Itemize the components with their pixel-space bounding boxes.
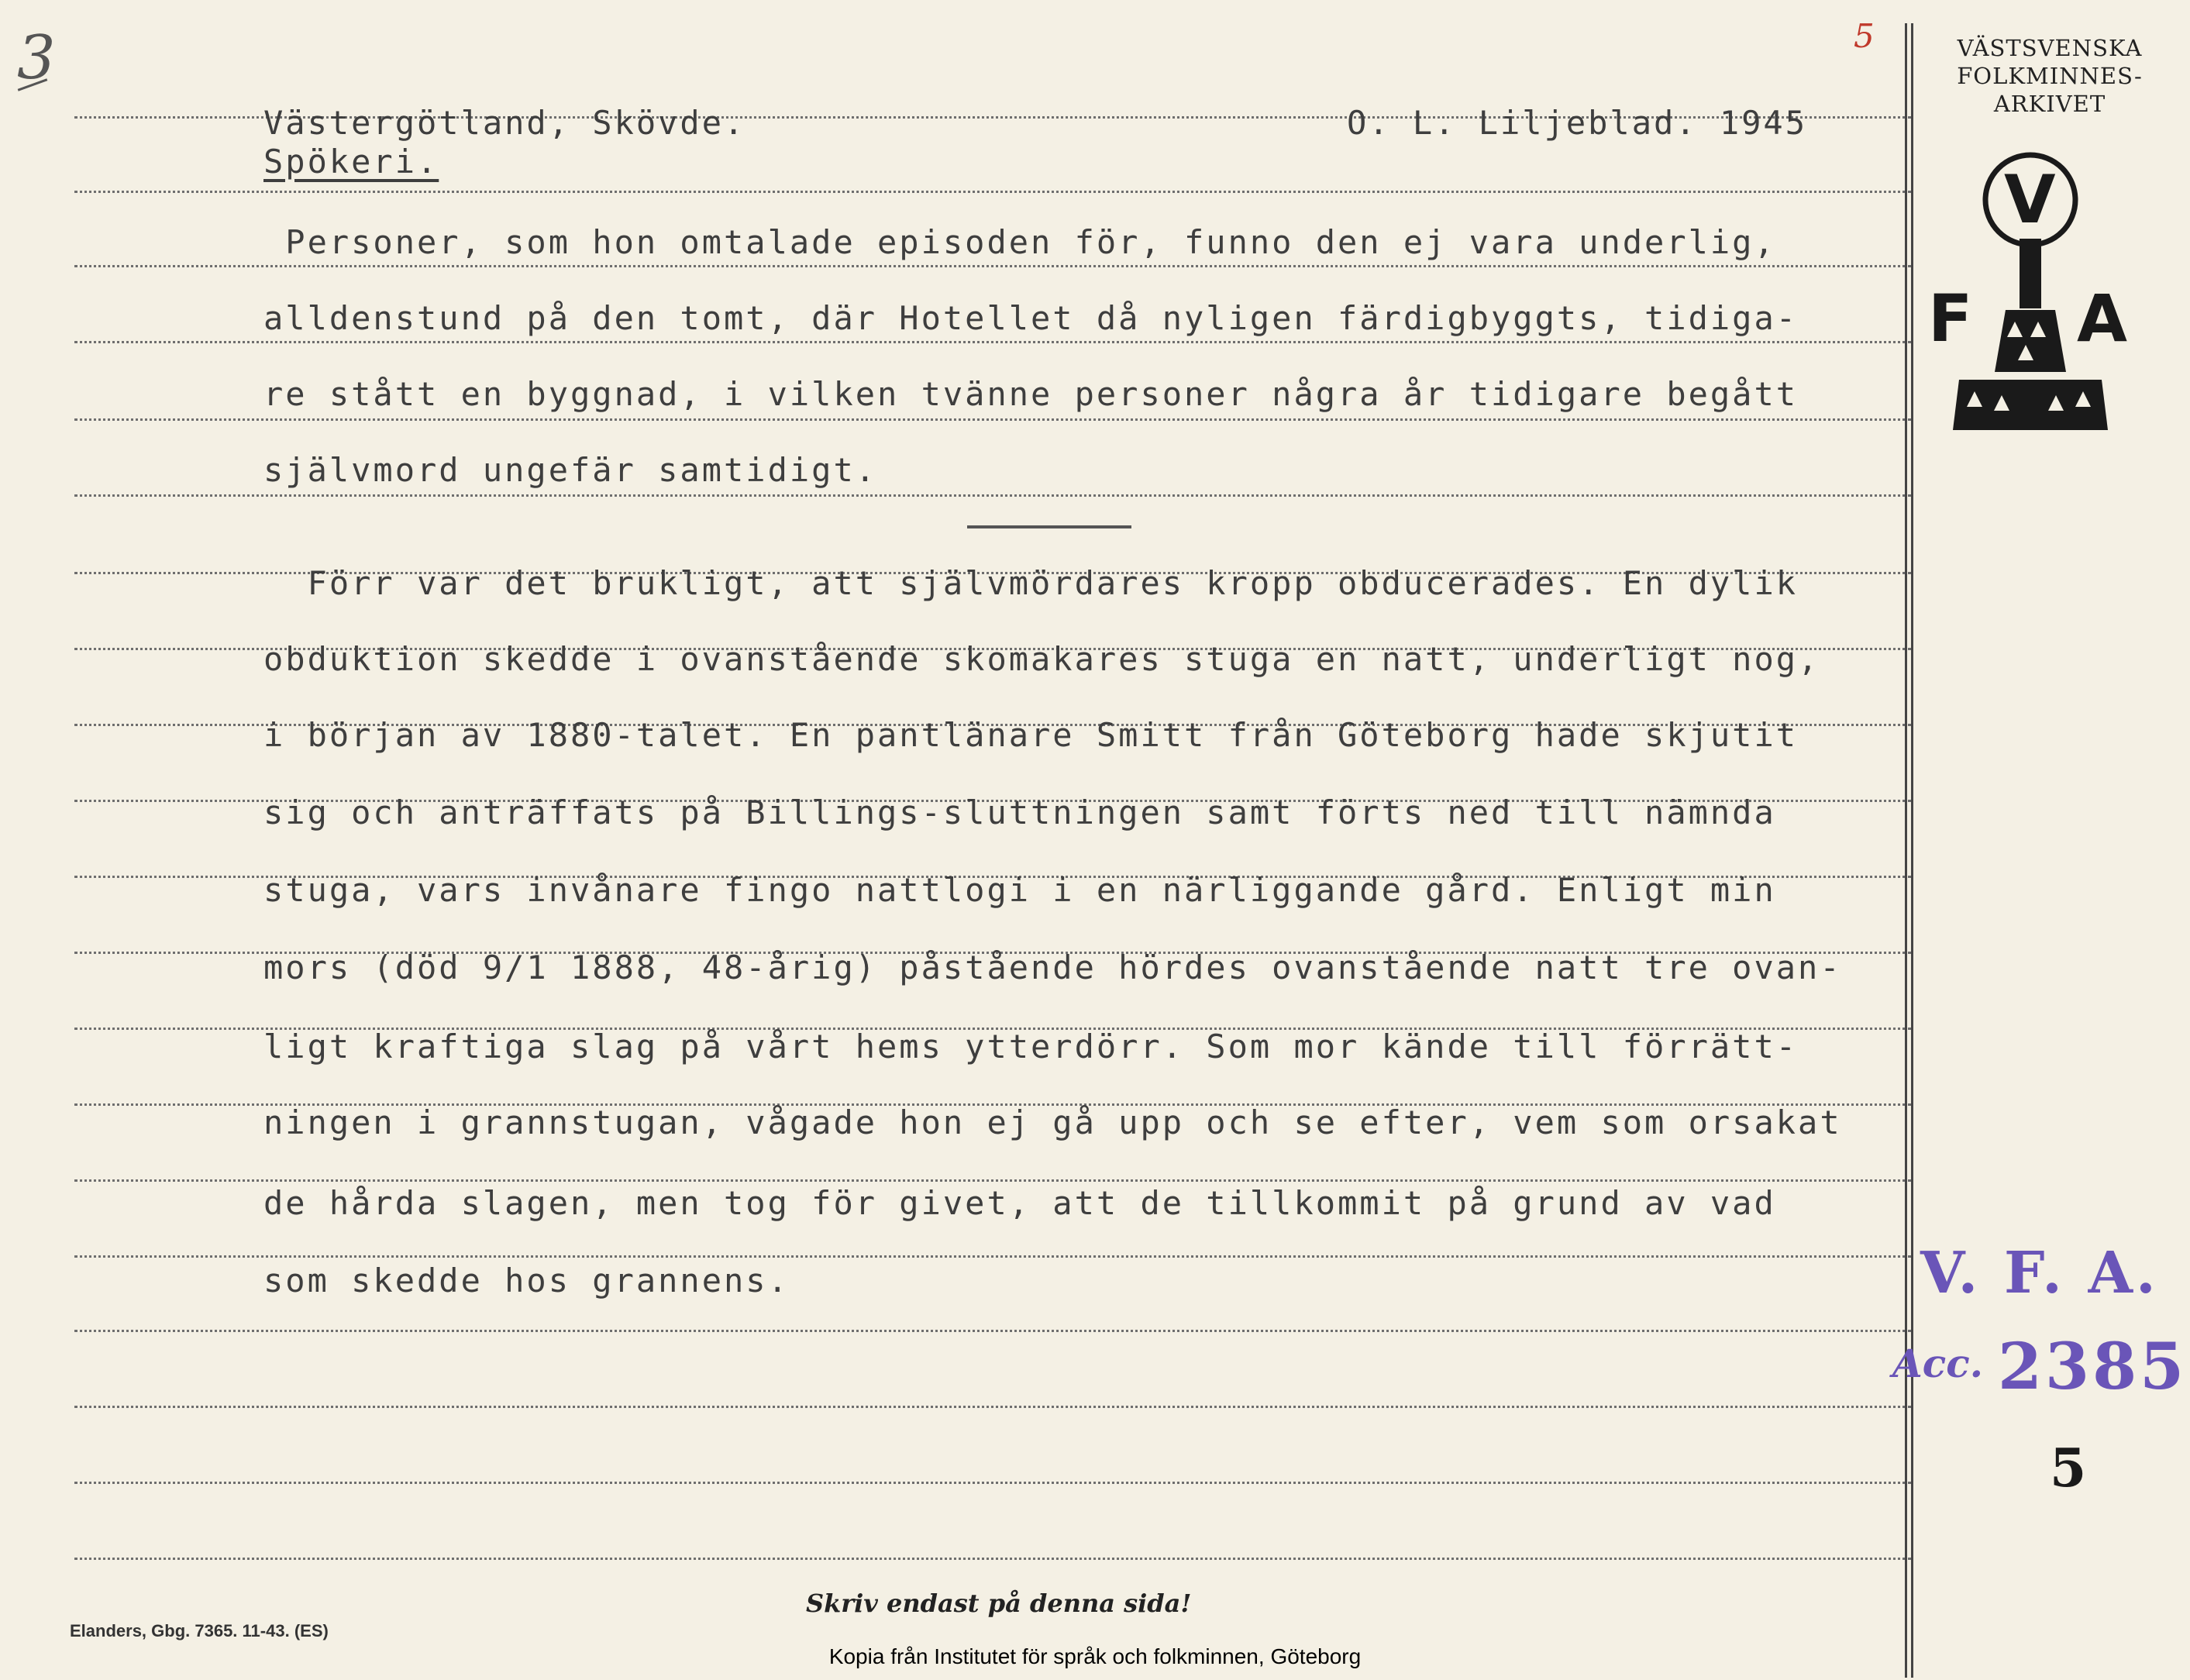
text-line: som skedde hos grannens. (263, 1262, 790, 1300)
archive-name (1922, 34, 2178, 118)
archive-name-line: ARKIVET (1993, 91, 2106, 117)
page-number: 5 (2050, 1437, 2087, 1499)
text-line: alldenstund på den tomt, där Hotellet då nyligen färdigbyggts, tidiga- (263, 299, 1799, 337)
text-line: mors (död 9/1 1888, 48-årig) påstående hördes ovanstående natt tre ovan- (263, 948, 1842, 986)
archive-name-line: FOLKMINNES- (1957, 63, 2143, 89)
text-line: stuga, vars invånare fingo nattlogi i en närliggande gård. Enligt min (263, 871, 1776, 909)
stamp-acc-number: 2385 (1998, 1330, 2188, 1404)
archive-name-line: VÄSTSVENSKA (1957, 35, 2143, 61)
text-line: ningen i grannstugan, vågade hon ej gå upp och se efter, vem som orsakat (263, 1103, 1842, 1141)
margin-rule-right (1911, 23, 1913, 1678)
text-line: i början av 1880-talet. En pantlänare Smitt från Göteborg hade skjutit (263, 716, 1799, 754)
logo-letter-a: A (2077, 281, 2128, 356)
logo-letter-v: V (2004, 161, 2056, 239)
text-line: ligt kraftiga slag på vårt hems ytterdörr. Som mor kände till förrätt- (263, 1028, 1799, 1065)
stamp-vfa: V. F. A. (1920, 1240, 2159, 1306)
text-line: sig och anträffats på Billings-sluttningen samt förts ned till nämnda (263, 794, 1776, 831)
text-line: de hårda slagen, men tog för givet, att de tillkommit på grund av vad (263, 1184, 1776, 1222)
logo-letter-f: F (1928, 281, 1973, 356)
section-divider (967, 525, 1131, 528)
text-line: re stått en byggnad, i vilken tvänne personer några år tidigare begått (263, 375, 1799, 413)
text-line: obduktion skedde i ovanstående skomakares stuga en natt, underligt nog, (263, 640, 1820, 678)
stamp-acc-label: Acc. (1892, 1341, 1984, 1386)
footer-instruction: Skriv endast på denna sida! (806, 1589, 1192, 1618)
text-line: Förr var det brukligt, att självmördares kropp obducerades. En dylik (263, 564, 1799, 602)
copy-note: Kopia från Institutet för språk och folkminnen, Göteborg (828, 1644, 1362, 1668)
handwritten-page-mark: 5 (1854, 17, 1875, 55)
text-line: självmord ungefär samtidigt. (263, 451, 878, 489)
text-line: Personer, som hon omtalade episoden för, funno den ej vara underlig, (263, 223, 1776, 261)
printer-imprint: Elanders, Gbg. 7365. 11-43. (ES) (70, 1621, 329, 1640)
header-topic: Spökeri. (263, 143, 439, 181)
handwritten-sheet-number: 3 (17, 23, 56, 93)
margin-rule-left (1905, 23, 1907, 1678)
header-author-year: O. L. Liljeblad. 1945 (1347, 104, 1808, 142)
header-place: Västergötland, Skövde. (263, 104, 746, 142)
